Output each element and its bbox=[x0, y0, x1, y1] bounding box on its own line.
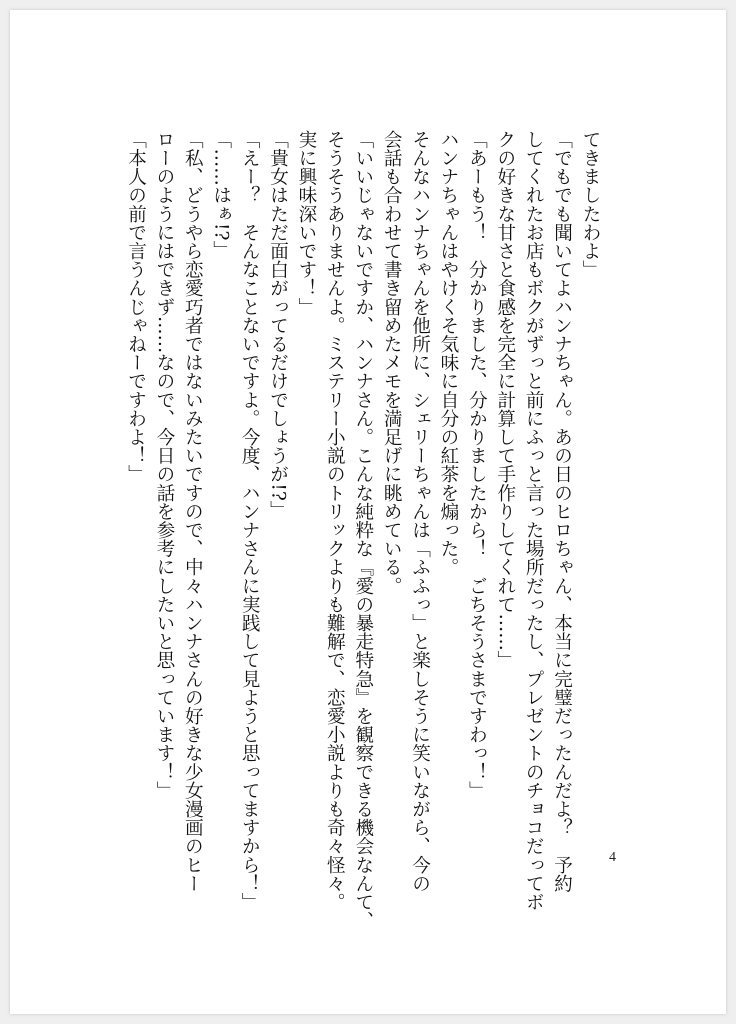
text-line: てきましたわよ」 bbox=[580, 130, 601, 279]
text-line: 「いいじゃないですか、ハンナさん。こんな純粋な『愛の暴走特急』を観察できる機会なんて、 bbox=[352, 130, 374, 930]
document-page bbox=[10, 10, 726, 1014]
text-line: 「貴女はただ面白がってるだけでしょうが!?」 bbox=[267, 130, 289, 520]
text-line: 「あーもう！ 分かりました、分かりましたから！ ごちそうさまですわっ！」 bbox=[466, 130, 488, 800]
text-line: してくれたお店もボクがずっと前にふっと言った場所だったし、プレゼントのチョコだってボ bbox=[523, 130, 545, 912]
text-line: 実に興味深いです！」 bbox=[295, 130, 317, 316]
text-line: 「……はぁ!?」 bbox=[210, 130, 232, 260]
text-line: クの好きな甘さと食感を完全に計算して手作りしてくれて……」 bbox=[494, 130, 516, 670]
text-line: 「でもでも聞いてよハンナちゃん。あの日のヒロちゃん、本当に完璧だったんだよ？ 予約 bbox=[551, 130, 573, 893]
text-line: ローのようにはできず……なので、今日の話を参考にしたいと思っています！」 bbox=[153, 130, 175, 800]
text-line: 会話も合わせて書き留めたメモを満足げに眺めている。 bbox=[381, 130, 403, 595]
text-line: 「私、どうやら恋愛巧者ではないみたいですので、中々ハンナさんの好きな少女漫画のヒー bbox=[182, 130, 204, 893]
text-line: 「本人の前で言うんじゃねーですわよ！」 bbox=[125, 130, 147, 484]
text-line: 「えー？ そんなことないですよ。今度、ハンナさんに実践して見ようと思ってますから！」 bbox=[239, 130, 261, 912]
page-number: 4 bbox=[609, 850, 616, 865]
text-line: ハンナちゃんはやけくそ気味に自分の紅茶を煽った。 bbox=[437, 130, 459, 577]
vertical-text-body bbox=[121, 130, 604, 930]
text-line: そうそうありませんよ。ミステリー小説のトリックよりも難解で、恋愛小説よりも奇々怪々。 bbox=[324, 130, 346, 912]
text-line: そんなハンナちゃんを他所に、シェリーちゃんは「ふふっ」と楽しそうに笑いながら、今の bbox=[409, 130, 431, 893]
